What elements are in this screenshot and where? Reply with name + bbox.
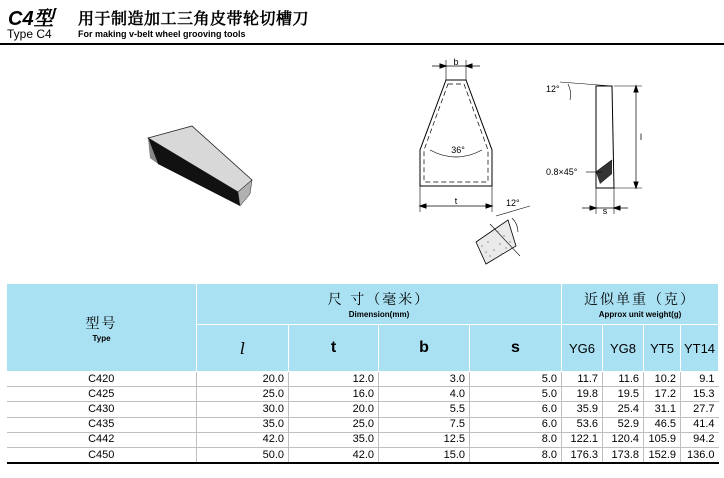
cell-s: 6.0	[470, 417, 562, 432]
cell-t: 25.0	[289, 417, 379, 432]
edge-detail-drawing	[476, 206, 530, 264]
cell-t: 20.0	[289, 402, 379, 417]
cell-l: 35.0	[197, 417, 289, 432]
cell-yg8: 173.8	[603, 447, 644, 463]
cell-t: 42.0	[289, 447, 379, 463]
page-header	[0, 0, 724, 46]
table-row	[7, 387, 719, 402]
dim-label-angle-12-bottom: 12°	[506, 198, 520, 208]
column-header-yt14: YT14	[681, 325, 719, 372]
cell-t: 16.0	[289, 387, 379, 402]
weight-header-cn: 近似单重（克）	[584, 292, 697, 308]
cell-s: 5.0	[470, 372, 562, 387]
cell-yt14: 27.7	[681, 402, 719, 417]
cell-s: 8.0	[470, 432, 562, 447]
type-header-en: Type	[92, 333, 111, 343]
column-header-t: t	[289, 325, 379, 372]
cell-type: C442	[7, 432, 197, 447]
cell-yt14: 94.2	[681, 432, 719, 447]
column-header-yg8: YG8	[603, 325, 644, 372]
dim-label-chamfer: 0.8×45°	[546, 167, 578, 177]
cell-type: C425	[7, 387, 197, 402]
cell-yt14: 9.1	[681, 372, 719, 387]
cell-yg8: 19.5	[603, 387, 644, 402]
cell-yg8: 11.6	[603, 372, 644, 387]
specification-table	[6, 283, 719, 464]
title-chinese: 用于制造加工三角皮带轮切槽刀	[78, 9, 310, 28]
cell-b: 4.0	[379, 387, 470, 402]
weight-header-en: Approx unit weight(g)	[598, 310, 682, 319]
table-row	[7, 447, 719, 463]
cell-yt14: 136.0	[681, 447, 719, 463]
cell-yg6: 11.7	[562, 372, 603, 387]
title-english: For making v-belt wheel grooving tools	[78, 29, 246, 39]
cell-b: 12.5	[379, 432, 470, 447]
column-header-l: l	[197, 325, 289, 372]
dim-label-angle-36: 36°	[451, 145, 465, 155]
cell-b: 3.0	[379, 372, 470, 387]
cell-yt14: 15.3	[681, 387, 719, 402]
dim-label-t: t	[454, 196, 458, 206]
cell-yg8: 52.9	[603, 417, 644, 432]
cell-yg6: 122.1	[562, 432, 603, 447]
cell-yt5: 105.9	[644, 432, 681, 447]
cell-type: C435	[7, 417, 197, 432]
cell-t: 35.0	[289, 432, 379, 447]
type-header-cn: 型号	[85, 315, 118, 332]
column-group-dimension	[197, 284, 562, 325]
cell-l: 20.0	[197, 372, 289, 387]
type-code-heading: C4型	[8, 8, 54, 30]
cell-yg8: 25.4	[603, 402, 644, 417]
header-rule	[0, 43, 724, 45]
cell-yg6: 53.6	[562, 417, 603, 432]
column-header-type	[7, 284, 197, 372]
dim-label-s: s	[602, 206, 608, 216]
dim-label-angle-12-side: 12°	[546, 84, 560, 94]
cell-s: 5.0	[470, 387, 562, 402]
dim-label-b: b	[453, 57, 459, 67]
column-header-s: s	[470, 325, 562, 372]
cell-l: 25.0	[197, 387, 289, 402]
cell-yt5: 17.2	[644, 387, 681, 402]
table-row	[7, 372, 719, 387]
dimension-header-en: Dimension(mm)	[348, 310, 410, 319]
cell-type: C430	[7, 402, 197, 417]
cell-yt5: 152.9	[644, 447, 681, 463]
type-code-subheading: Type C4	[7, 27, 52, 41]
cell-b: 7.5	[379, 417, 470, 432]
cell-yg6: 35.9	[562, 402, 603, 417]
cell-l: 30.0	[197, 402, 289, 417]
technical-drawings	[0, 46, 724, 282]
cell-type: C420	[7, 372, 197, 387]
cell-l: 42.0	[197, 432, 289, 447]
cell-yt14: 41.4	[681, 417, 719, 432]
insert-3d-illustration	[148, 126, 252, 206]
dimension-header-cn: 尺 寸（毫米）	[327, 292, 431, 308]
cell-type: C450	[7, 447, 197, 463]
cell-b: 15.0	[379, 447, 470, 463]
cell-yt5: 10.2	[644, 372, 681, 387]
front-view-drawing	[420, 60, 492, 212]
column-group-weight	[562, 284, 719, 325]
cell-s: 8.0	[470, 447, 562, 463]
table-row	[7, 432, 719, 447]
cell-yt5: 31.1	[644, 402, 681, 417]
cell-t: 12.0	[289, 372, 379, 387]
dim-label-l: l	[640, 132, 642, 142]
column-header-yg6: YG6	[562, 325, 603, 372]
cell-s: 6.0	[470, 402, 562, 417]
cell-yg6: 19.8	[562, 387, 603, 402]
cell-b: 5.5	[379, 402, 470, 417]
cell-yg8: 120.4	[603, 432, 644, 447]
cell-yg6: 176.3	[562, 447, 603, 463]
cell-yt5: 46.5	[644, 417, 681, 432]
column-header-yt5: YT5	[644, 325, 681, 372]
table-row	[7, 417, 719, 432]
side-view-drawing	[560, 82, 642, 214]
column-header-b: b	[379, 325, 470, 372]
table-row	[7, 402, 719, 417]
cell-l: 50.0	[197, 447, 289, 463]
